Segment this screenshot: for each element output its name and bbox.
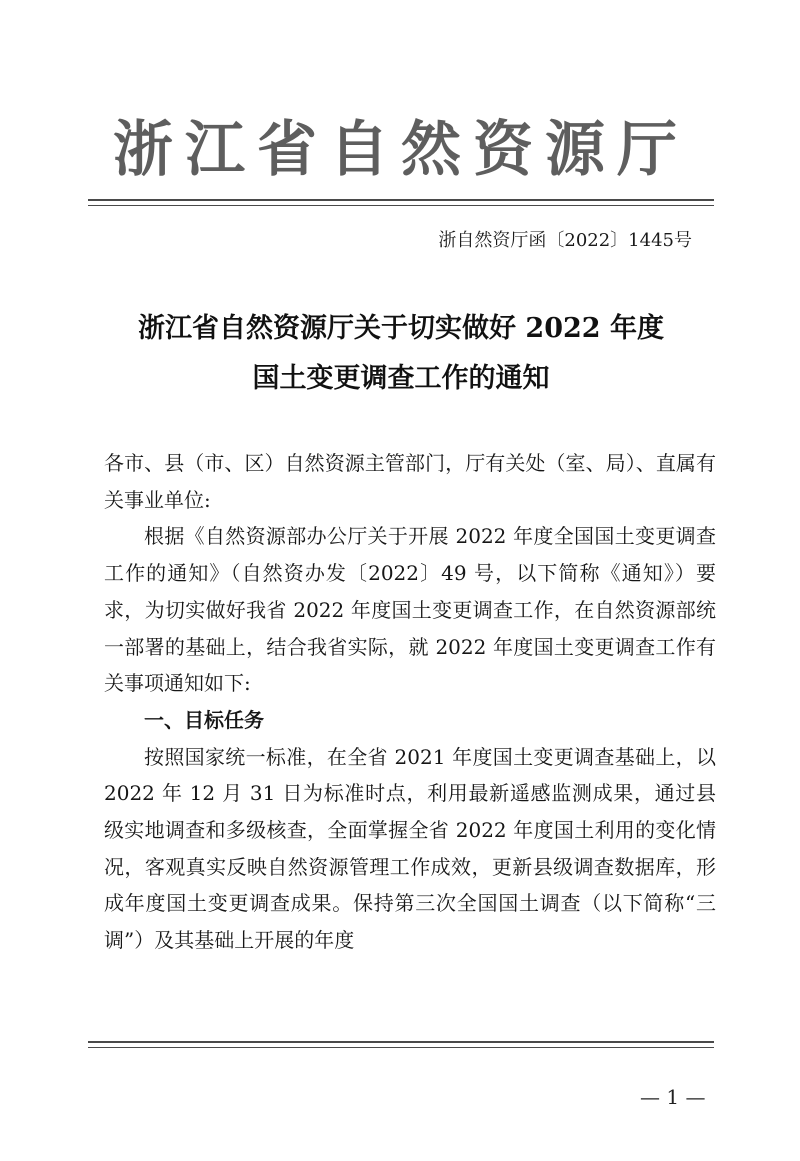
salutation: 各市、县（市、区）自然资源主管部门，厅有关处（室、局）、直属有关事业单位: <box>104 451 716 512</box>
footer-rule-thin <box>88 1047 714 1048</box>
masthead-rule-thick <box>88 199 714 201</box>
document-number: 浙自然资厅函〔2022〕1445号 <box>438 230 692 251</box>
masthead-rule-thin <box>88 205 714 206</box>
paragraph-objectives: 按照国家统一标准，在全省 2021 年度国土变更调查基础上，以 2022 年 12 月 31 日为标准时点，利用最新遥感监测成果，通过县级实地调查和多级核查，全面掌握全省 2022 年度国土利用的变化情况，客观真实反映自然资源管理工作成效，更新县级调查数据库，形成年度国土变更调查成果。保持第三次全国国土调查（以下简称“三调”）及其基础上开展的年度 <box>104 744 716 953</box>
document-title <box>88 304 714 404</box>
document-body <box>104 445 716 959</box>
masthead-organization: 浙江省自然资源厅 <box>113 115 689 185</box>
title-line-2: 国土变更调查工作的通知 <box>252 363 550 394</box>
title-line-1: 浙江省自然资源厅关于切实做好 2022 年度 <box>138 313 664 344</box>
page-number: — 1 — <box>640 1085 706 1109</box>
section-heading: 一、目标任务 <box>144 707 264 732</box>
paragraph-intro: 根据《自然资源部办公厅关于开展 2022 年度全国国土变更调查工作的通知》（自然资办发〔2022〕49 号，以下简称《通知》）要求，为切实做好我省 2022 年度国土变更调查工作，在自然资源部统一部署的基础上，结合我省实际，就 2022 年度国土变更调查工作有关事项通知如下: <box>104 524 716 696</box>
footer-rule-thick <box>88 1041 714 1043</box>
